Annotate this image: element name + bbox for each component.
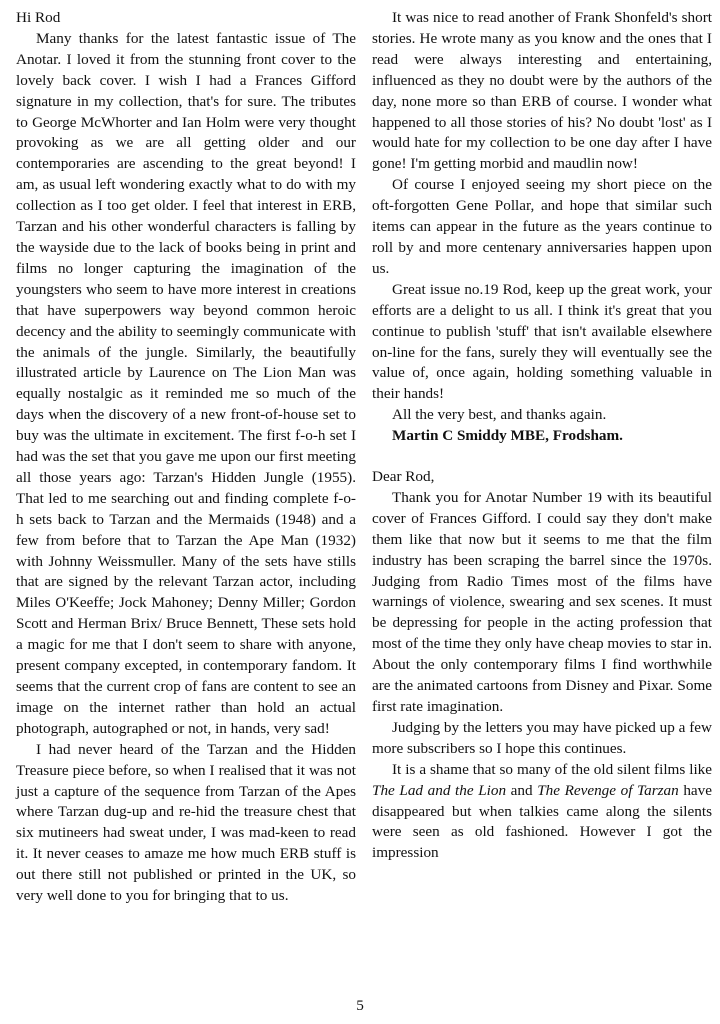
- letter1-paragraph-4: Of course I enjoyed seeing my short piece on the oft-forgotten Gene Pollar, and hope that similar such items can appear in the future as the years continue to roll by and more centenary anniversaries happen upon us.: [372, 176, 712, 277]
- letter1-paragraph-1: Many thanks for the latest fantastic issue of The Anotar. I loved it from the stunning front cover to the lovely back cover. I wish I had a Frances Gifford signature in my collection, that's for sure. The tributes to George McWhorter and Ian Holm were very thought provoking as we are all getting older and our contemporaries are ascending to the great beyond! I am, as usual left wondering exactly what to do with my collection as I too get older. I feel that interest in ERB, Tarzan and his other wonderful characters is falling by the wayside due to the lack of books being in print and films no longer capturing the imagination of the youngsters who seem to have more interest in creations that have superpowers way beyond common heroic decency and the ability to seemingly communicate with the animals of the jungle. Similarly, the beautifully illustrated article by Laurence on The Lion Man was equally nostalgic as it reminded me so much of the days when the discovery of a new front-of-house set to buy was the ultimate in excitement. The first f-o-h set I had was the set that you gave me upon our first meeting all those years ago: Tarzan's Hidden Jungle (1955). That led to me searching out and finding complete f-o-h sets back to Tarzan and the Mermaids (1948) and a few from before that to Tarzan the Ape Man (1932) with Johnny Weissmuller. Many of the sets have stills that are signed by the relevant Tarzan actor, including Miles O'Keeffe; Jock Mahoney; Denny Miller; Gordon Scott and Herman Brix/ Bruce Bennett, These sets hold a magic for me that I don't seem to share with anyone, present company excepted, in contemporary fandom. It seems that the current crop of fans are content to see an image on the internet rather than hold an actual photograph, autographed or not, in hands, very sad!: [16, 29, 356, 737]
- letter2-paragraph-3: [372, 760, 712, 865]
- letter1-paragraph-3: It was nice to read another of Frank Shonfeld's short stories. He wrote many as you know and the ones that I read were always interesting and entertaining, influenced as they no doubt were by the authors of the day, none more so than ERB of course. I wonder what happened to all those stories of his? No doubt 'lost' as I would hate for my collection to be one day after I have gone! I'm getting morbid and maudlin now!: [372, 9, 712, 173]
- letter1-closing: All the very best, and thanks again.: [392, 406, 607, 424]
- film-title-revenge-of-tarzan: The Revenge of Tarzan: [537, 781, 679, 799]
- letter2-salutation: Dear Rod,: [372, 468, 435, 486]
- letter1-salutation: Hi Rod: [16, 9, 61, 26]
- letter1-signature: Martin C Smiddy MBE, Frodsham.: [392, 427, 623, 445]
- letter1-paragraph-5: Great issue no.19 Rod, keep up the great work, your efforts are a delight to us all. I think it's great that you continue to publish 'stuff' that isn't available elsewhere on-line for the fans, surely they will eventually see the value of, once again, holding something valuable in their hands!: [372, 280, 712, 403]
- letter2-paragraph-3-text-3: have disappeared but when talkies came along the silents were seen as old fashioned. However I got the impression: [372, 781, 712, 862]
- letter1-paragraph-2: I had never heard of the Tarzan and the Hidden Treasure piece before, so when I realised that it was not just a capture of the sequence from Tarzan of the Apes where Tarzan dug-up and re-hid the treasure chest that six mutineers had sweat under, I was mad-keen to read it. It never ceases to amaze me how much ERB stuff is out there still not published or printed in the UK, so very well done to you for bringing that to us.: [16, 740, 356, 905]
- letter2-paragraph-1: Thank you for Anotar Number 19 with its beautiful cover of Frances Gifford. I could say they don't make them like that now but it seems to me that the film industry has been scraping the barrel since the 1970s. Judging from Radio Times most of the films have warnings of violence, swearing and sex scenes. It must be depressing for people in the acting profession that most of the time they only have cheap movies to star in. About the only contemporary films I find worthwhile are the animated cartoons from Disney and Pixar. Some first rate imagination.: [372, 488, 712, 715]
- page-number: 5: [356, 997, 364, 1014]
- letter-separator: [372, 447, 712, 467]
- letter2-paragraph-3-text-2: and: [506, 781, 538, 799]
- letter2-paragraph-3-text-1: It is a shame that so many of the old silent films like: [392, 760, 712, 778]
- film-title-lad-and-lion: The Lad and the Lion: [372, 781, 507, 799]
- right-column: [372, 8, 712, 864]
- left-column: [16, 8, 356, 907]
- letter2-paragraph-2: Judging by the letters you may have picked up a few more subscribers so I hope this continues.: [372, 718, 712, 757]
